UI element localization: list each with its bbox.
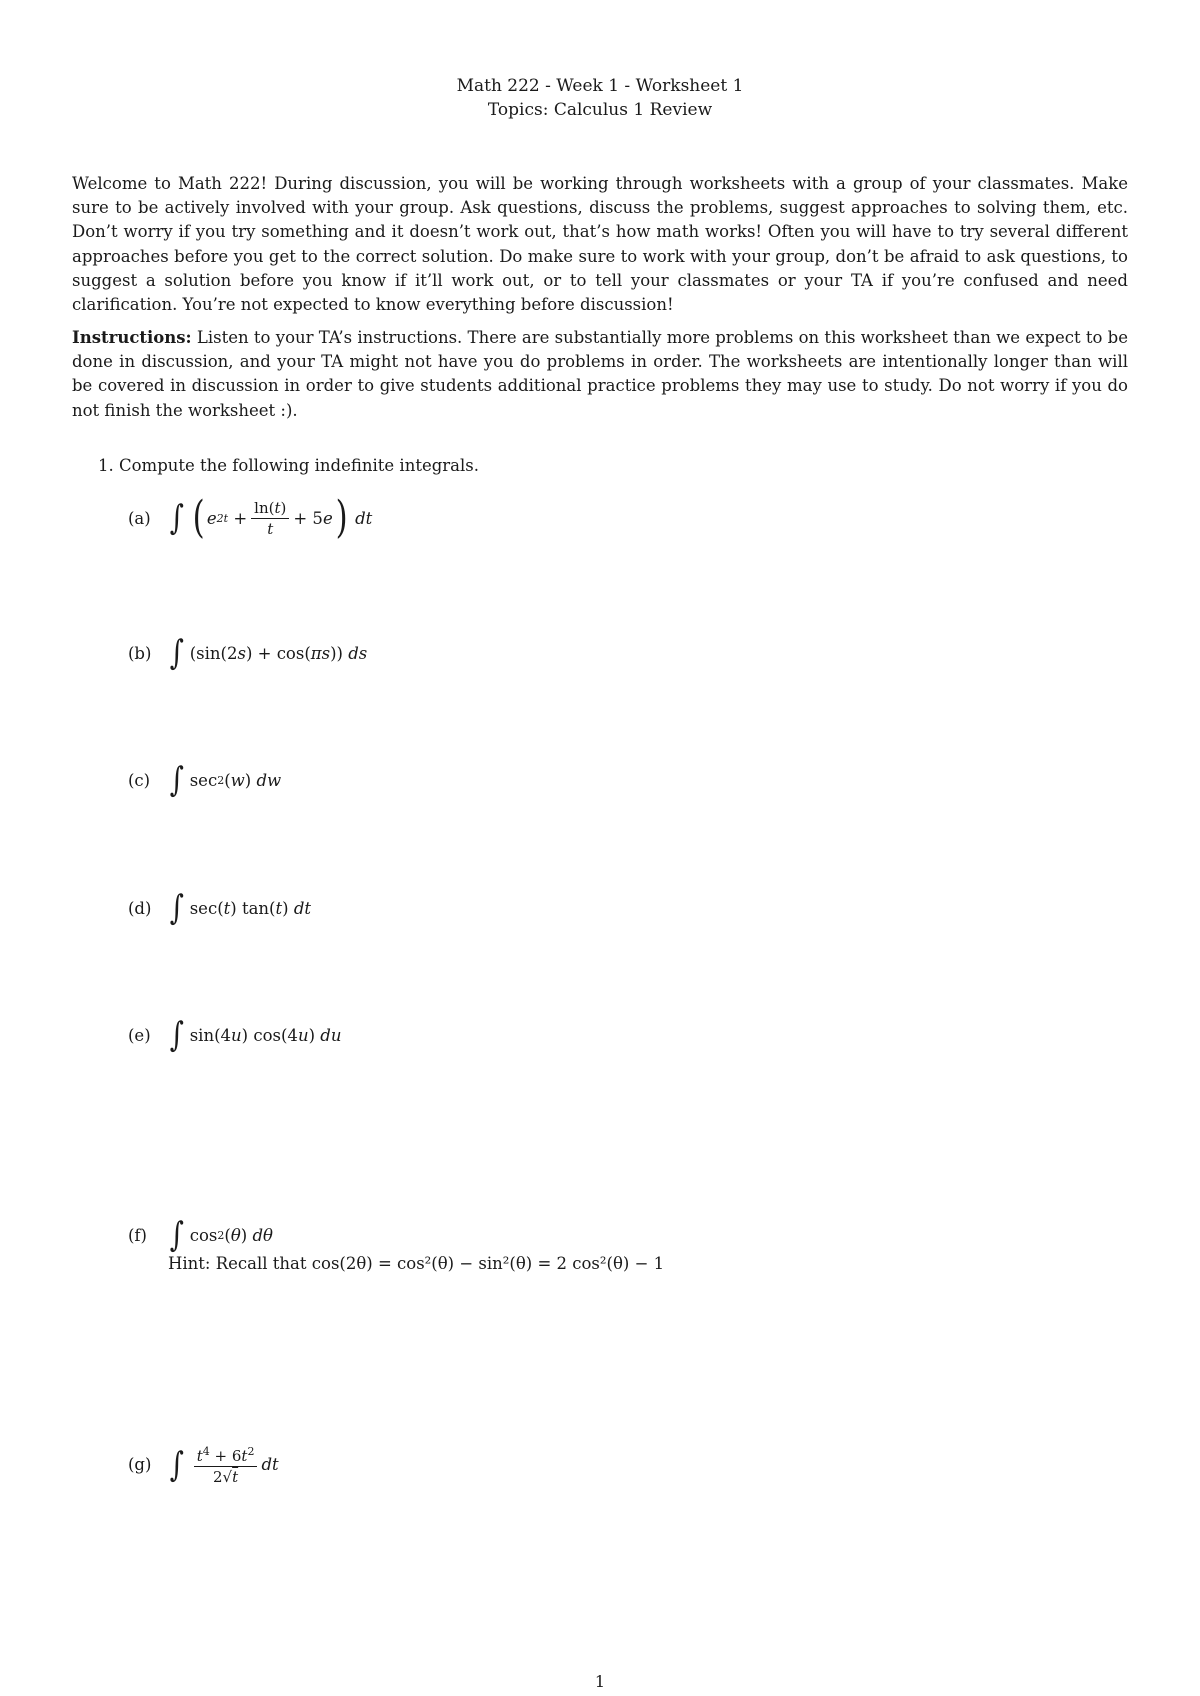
- instructions-paragraph: [72, 326, 1128, 423]
- part-c: [128, 760, 282, 800]
- integral-e: ∫ sin(4 u ) cos(4 u ) du: [169, 1015, 342, 1055]
- part-f-label: (f): [128, 1225, 147, 1245]
- integral-g: ∫ $\frac{t^4 + 6t^2}{2√t}$ dt: [168, 1442, 279, 1487]
- worksheet-header: [0, 74, 1200, 122]
- part-e: [128, 1015, 342, 1055]
- worksheet-topics: Topics: Calculus 1 Review: [487, 100, 713, 120]
- part-a-label: (a): [128, 508, 151, 528]
- problem-1-prompt: 1. Compute the following indefinite integrals.: [98, 456, 480, 475]
- integral-d: ∫ sec( t ) tan( t ) dt: [169, 888, 312, 928]
- part-d: [128, 888, 312, 928]
- part-a: [128, 492, 373, 543]
- integral-c: ∫ sec 2 ( w ) dw: [169, 760, 282, 800]
- instructions-text: Listen to your TA’s instructions. There are substantially more problems on this worksheet than we expect to be done in discussion, and your TA might not have you do problems in order. The worksheets are intentionally longer than will be covered in discussion in order to give students additional practice problems they may use to study. Do not worry if you do not finish the worksheet :).: [72, 328, 1129, 420]
- part-c-label: (c): [128, 770, 151, 790]
- intro-paragraph: Welcome to Math 222! During discussion, you will be working through worksheets with a group of your classmates. Make sure to be actively involved with your group. Ask questions, discuss the problems, suggest approaches to solving them, etc. Don’t worry if you try something and it doesn’t work out, that’s how math works! Often you will have to try several different approaches before you get to the correct solution. Do make sure to work with your group, don’t be afraid to ask questions, to suggest a solution before you know if it’ll work out, or to tell your classmates or your TA if you’re confused and need clarification. You’re not expected to know everything before discussion!: [72, 174, 1128, 315]
- page-number: 1: [594, 1672, 606, 1691]
- part-b: [128, 633, 368, 673]
- integral-b: ∫ (sin(2 s ) + cos( πs )) ds: [169, 633, 368, 673]
- part-f: [128, 1215, 273, 1255]
- part-f-hint: Hint: Recall that cos(2θ) = cos²(θ) − sin²(θ) = 2 cos²(θ) − 1: [168, 1254, 665, 1273]
- part-g: [128, 1442, 279, 1487]
- part-g-label: (g): [128, 1455, 152, 1474]
- part-b-label: (b): [128, 643, 152, 663]
- integral-a: ∫ ( e 2t + $\frac{\ln(t)}{t}$ + 5 e ) dt: [169, 492, 373, 543]
- integral-f: ∫ cos 2 ( θ ) dθ: [169, 1215, 273, 1255]
- instructions-label: Instructions:: [72, 328, 192, 347]
- part-d-label: (d): [128, 898, 152, 918]
- worksheet-title: Math 222 - Week 1 - Worksheet 1: [456, 76, 744, 96]
- part-e-label: (e): [128, 1025, 151, 1045]
